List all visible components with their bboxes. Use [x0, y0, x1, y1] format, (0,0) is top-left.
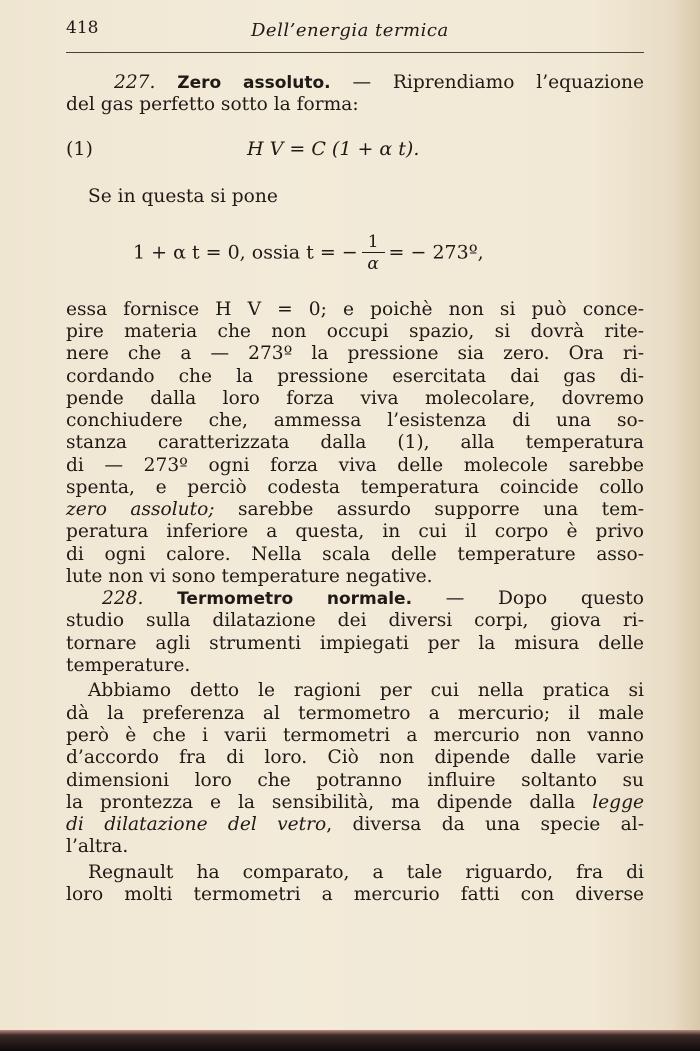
text-line: dà la preferenza al termometro a mercurio; il male	[66, 703, 644, 724]
text-line: nere che a — 273º la pressione sia zero. Ora ri-	[66, 343, 644, 364]
equation-2	[133, 232, 484, 275]
fraction	[362, 232, 385, 275]
header-rule	[66, 52, 644, 53]
text-line: del gas perfetto sotto la forma:	[66, 94, 359, 115]
italic-term: legge	[592, 792, 644, 813]
italic-term: di dilatazione del vetro	[66, 814, 327, 835]
text-line: lute non vi sono temperature negative.	[66, 566, 433, 587]
text-line: studio sulla dilatazione dei diversi corpi, giova ri-	[66, 610, 644, 631]
text-run: la prontezza e la sensibilità, ma dipende dalla	[66, 792, 593, 813]
text-line: pire materia che non occupi spazio, si dovrà rite-	[66, 321, 644, 342]
text-line: Regnault ha comparato, a tale riguardo, fra di	[88, 862, 644, 883]
text-line: conchiudere che, ammessa l’esistenza di una so-	[66, 410, 644, 431]
text-run: — Riprendiamo l’equazione	[352, 72, 644, 93]
fraction-denominator: α	[367, 254, 379, 274]
text-line	[66, 814, 644, 836]
text-run: sarebbe assurdo supporre una tem-	[214, 499, 645, 520]
text-line	[66, 499, 644, 521]
equation-label: (1)	[66, 138, 93, 160]
page-number: 418	[66, 18, 99, 38]
text-line: temperature.	[66, 655, 191, 676]
equation-2-right: = − 273º,	[388, 241, 484, 264]
text-line: d’accordo fra di loro. Ciò non dipende dalle varie	[66, 747, 644, 768]
text-line: spenta, e perciò codesta temperatura coincide collo	[66, 477, 644, 498]
page-header	[66, 14, 644, 44]
text-line: tornare agli strumenti impiegati per la misura delle	[66, 633, 644, 654]
text-run: — Dopo questo	[445, 588, 644, 609]
text-line: essa fornisce H V = 0; e poichè non si può conce-	[66, 299, 644, 320]
text-line: peratura inferiore a questa, in cui il corpo è privo	[66, 521, 644, 542]
section-228-heading-line	[66, 588, 644, 610]
equation-2-left: 1 + α t = 0, ossia t = −	[133, 241, 358, 264]
text-line: di — 273º ogni forza viva delle molecole sarebbe	[66, 455, 644, 476]
equation-1: H V = C (1 + α t).	[247, 138, 420, 160]
section-title: Termometro normale.	[177, 589, 413, 609]
italic-term: zero assoluto;	[66, 499, 215, 520]
page-bottom-edge	[0, 1030, 700, 1051]
text-line: Se in questa si pone	[88, 186, 278, 207]
text-line: pende dalla loro forza viva molecolare, dovremo	[66, 388, 644, 409]
text-line: cordando che la pressione esercitata dai gas di-	[66, 366, 644, 387]
text-line: loro molti termometri a mercurio fatti con diverse	[66, 884, 644, 905]
text-line: stanza caratterizzata dalla (1), alla temperatura	[66, 432, 644, 453]
running-title: Dell’energia termica	[251, 20, 449, 41]
section-title: Zero assoluto.	[177, 73, 331, 93]
text-line: l’altra.	[66, 836, 129, 857]
text-line: dimensioni loro che potranno influire soltanto su	[66, 770, 644, 791]
text-line: però è che i varii termometri a mercurio non vanno	[66, 725, 644, 746]
text-run: , diversa da una specie al-	[326, 814, 644, 835]
text-line: Abbiamo detto le ragioni per cui nella pratica si	[88, 680, 644, 701]
text-line: di ogni calore. Nella scala delle temperature asso-	[66, 544, 644, 565]
text-line	[66, 792, 644, 814]
section-number: 228.	[102, 588, 144, 609]
section-227-heading-line	[66, 72, 644, 94]
fraction-numerator: 1	[362, 232, 385, 253]
section-number: 227.	[114, 72, 156, 93]
